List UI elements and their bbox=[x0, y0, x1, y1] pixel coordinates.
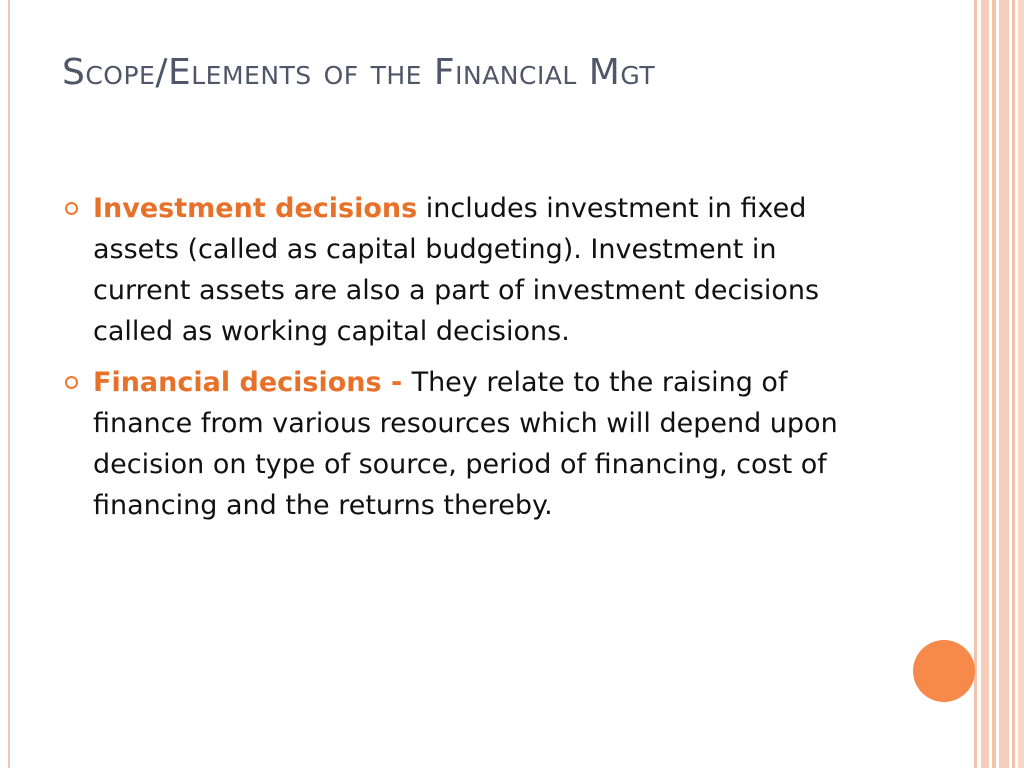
bullet-term: Financial decisions - bbox=[93, 367, 412, 398]
bullet-item-financial-decisions bbox=[60, 362, 860, 526]
decorative-stripe bbox=[1018, 0, 1024, 768]
decorative-stripe bbox=[1012, 0, 1015, 768]
decorative-stripe bbox=[999, 0, 1009, 768]
bullet-term: Investment decisions bbox=[93, 193, 418, 224]
bullet-item-investment-decisions bbox=[60, 188, 860, 352]
ring-bullet-icon bbox=[65, 376, 78, 389]
decorative-stripe bbox=[992, 0, 996, 768]
slide-title: Scope/Elements of the Financial Mgt bbox=[62, 52, 656, 93]
bullet-text: They relate to the raising of finance from various resources which will depend upon decision on type of source, period of financing, cost of financing and the returns thereby. bbox=[93, 367, 838, 521]
bullet-list bbox=[60, 188, 860, 536]
ring-bullet-icon bbox=[65, 202, 78, 215]
left-border-line bbox=[8, 0, 10, 768]
orange-circle-decoration bbox=[913, 640, 975, 702]
decorative-stripe bbox=[981, 0, 989, 768]
bullet-text: includes investment in fixed assets (called as capital budgeting). Investment in current assets are also a part of investment decisions called as working capital decisions. bbox=[93, 193, 820, 347]
decorative-stripe bbox=[974, 0, 977, 768]
